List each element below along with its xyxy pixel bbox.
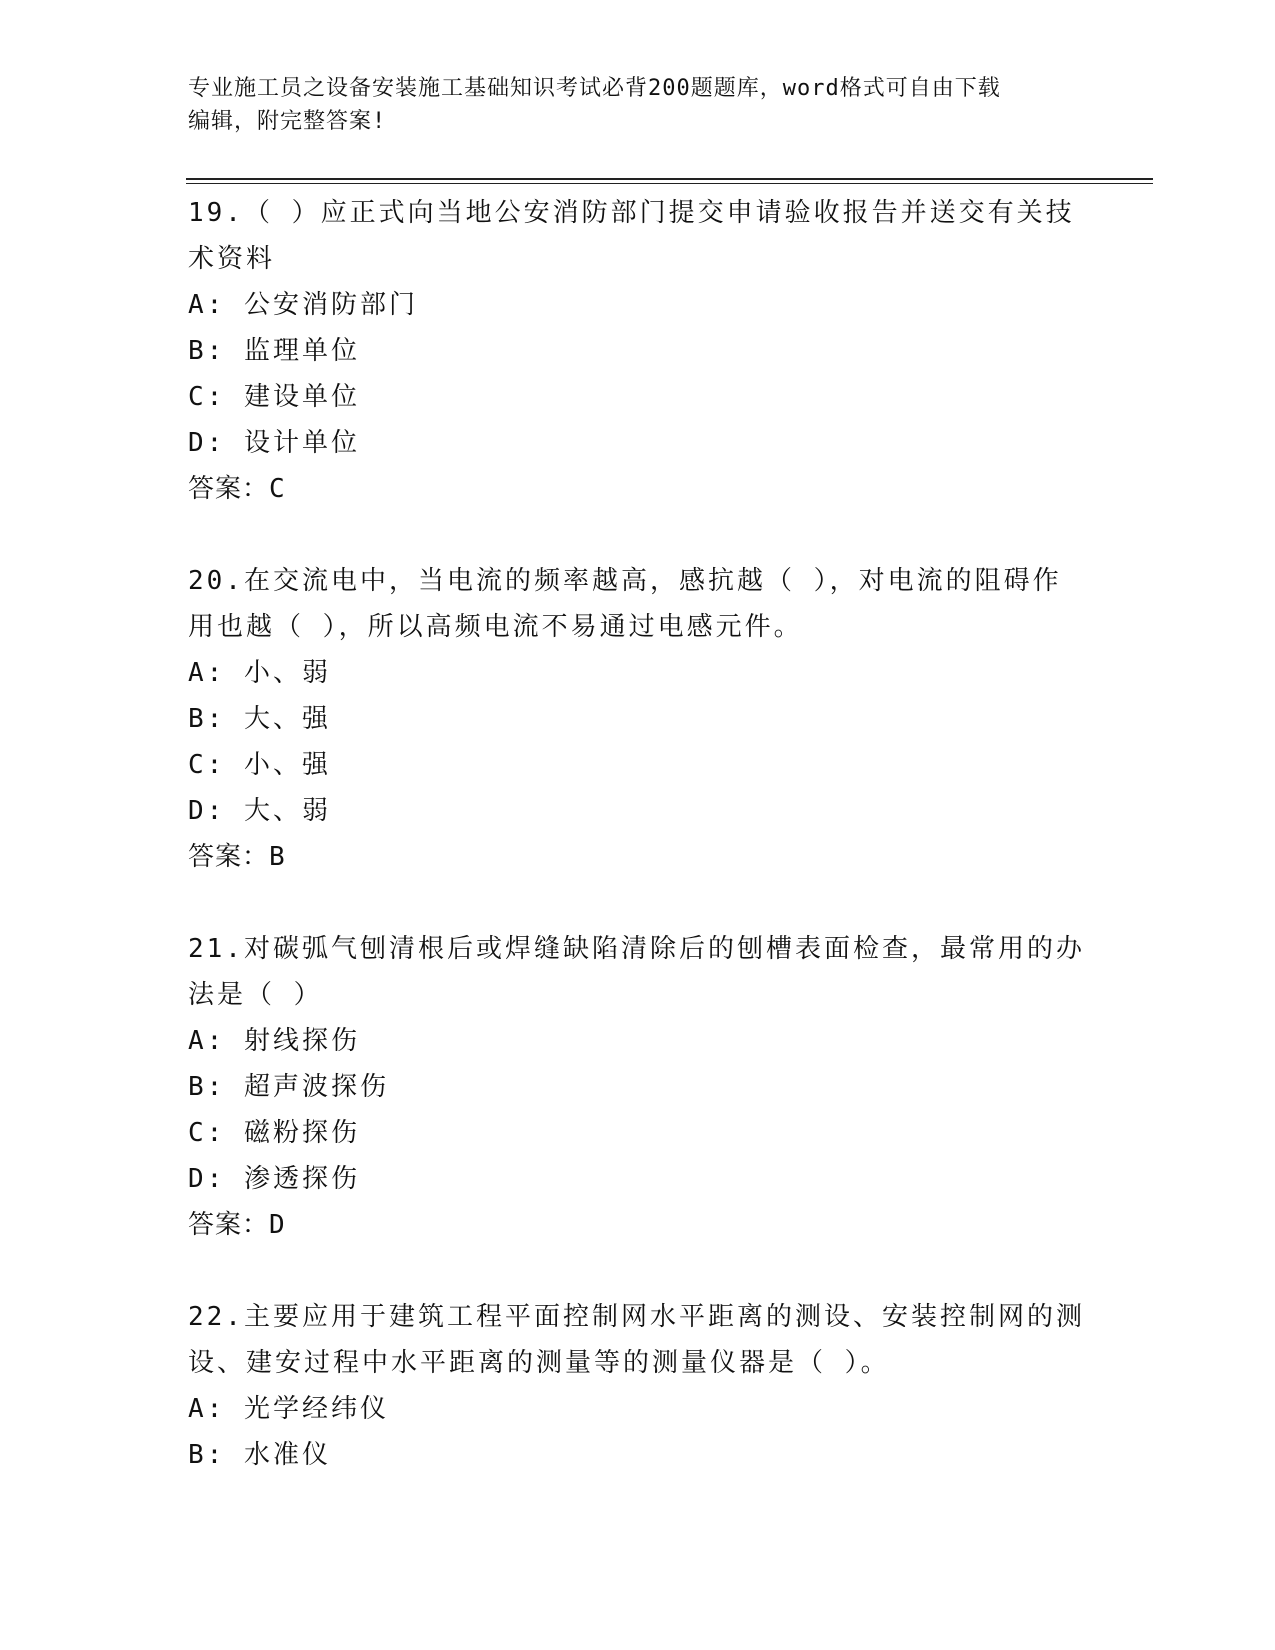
header-line-2: 编辑，附完整答案! <box>188 109 387 134</box>
question-21 <box>188 926 1088 1248</box>
option-d: D: 渗透探伤 <box>188 1164 360 1194</box>
answer-line: 答案：D <box>188 1210 286 1240</box>
option-b: B: 监理单位 <box>188 336 360 366</box>
option-d: D: 设计单位 <box>188 428 360 458</box>
option-a: A: 射线探伤 <box>188 1026 360 1056</box>
question-stem-line-1: 20.在交流电中，当电流的频率越高，感抗越（ ），对电流的阻碍作 <box>188 566 1062 596</box>
question-20 <box>188 558 1088 880</box>
question-stem-line-2: 法是（ ） <box>188 980 323 1010</box>
answer-line: 答案：B <box>188 842 286 872</box>
question-stem-line-2: 用也越（ ），所以高频电流不易通过电感元件。 <box>188 612 803 642</box>
option-b: B: 水准仪 <box>188 1440 331 1470</box>
question-stem-line-2: 设、建安过程中水平距离的测量等的测量仪器是（ ）。 <box>188 1348 890 1378</box>
answer-line: 答案：C <box>188 474 286 504</box>
header-divider-thin <box>186 183 1153 184</box>
option-a: A: 小、弱 <box>188 658 331 688</box>
document-header <box>188 72 1068 138</box>
option-a: A: 公安消防部门 <box>188 290 418 320</box>
header-line-1: 专业施工员之设备安装施工基础知识考试必背200题题库，word格式可自由下载 <box>188 76 1001 101</box>
option-d: D: 大、弱 <box>188 796 331 826</box>
question-22 <box>188 1294 1088 1478</box>
question-stem-line-2: 术资料 <box>188 244 276 274</box>
option-c: C: 磁粉探伤 <box>188 1118 360 1148</box>
question-stem-line-1: 19.（ ）应正式向当地公安消防部门提交申请验收报告并送交有关技 <box>188 198 1075 228</box>
question-19 <box>188 190 1088 512</box>
header-divider-thick <box>186 178 1153 180</box>
option-b: B: 大、强 <box>188 704 331 734</box>
question-stem-line-1: 21.对碳弧气刨清根后或焊缝缺陷清除后的刨槽表面检查，最常用的办 <box>188 934 1085 964</box>
option-b: B: 超声波探伤 <box>188 1072 389 1102</box>
option-a: A: 光学经纬仪 <box>188 1394 389 1424</box>
option-c: C: 小、强 <box>188 750 331 780</box>
question-stem-line-1: 22.主要应用于建筑工程平面控制网水平距离的测设、安装控制网的测 <box>188 1302 1085 1332</box>
option-c: C: 建设单位 <box>188 382 360 412</box>
question-list <box>188 190 1088 1524</box>
